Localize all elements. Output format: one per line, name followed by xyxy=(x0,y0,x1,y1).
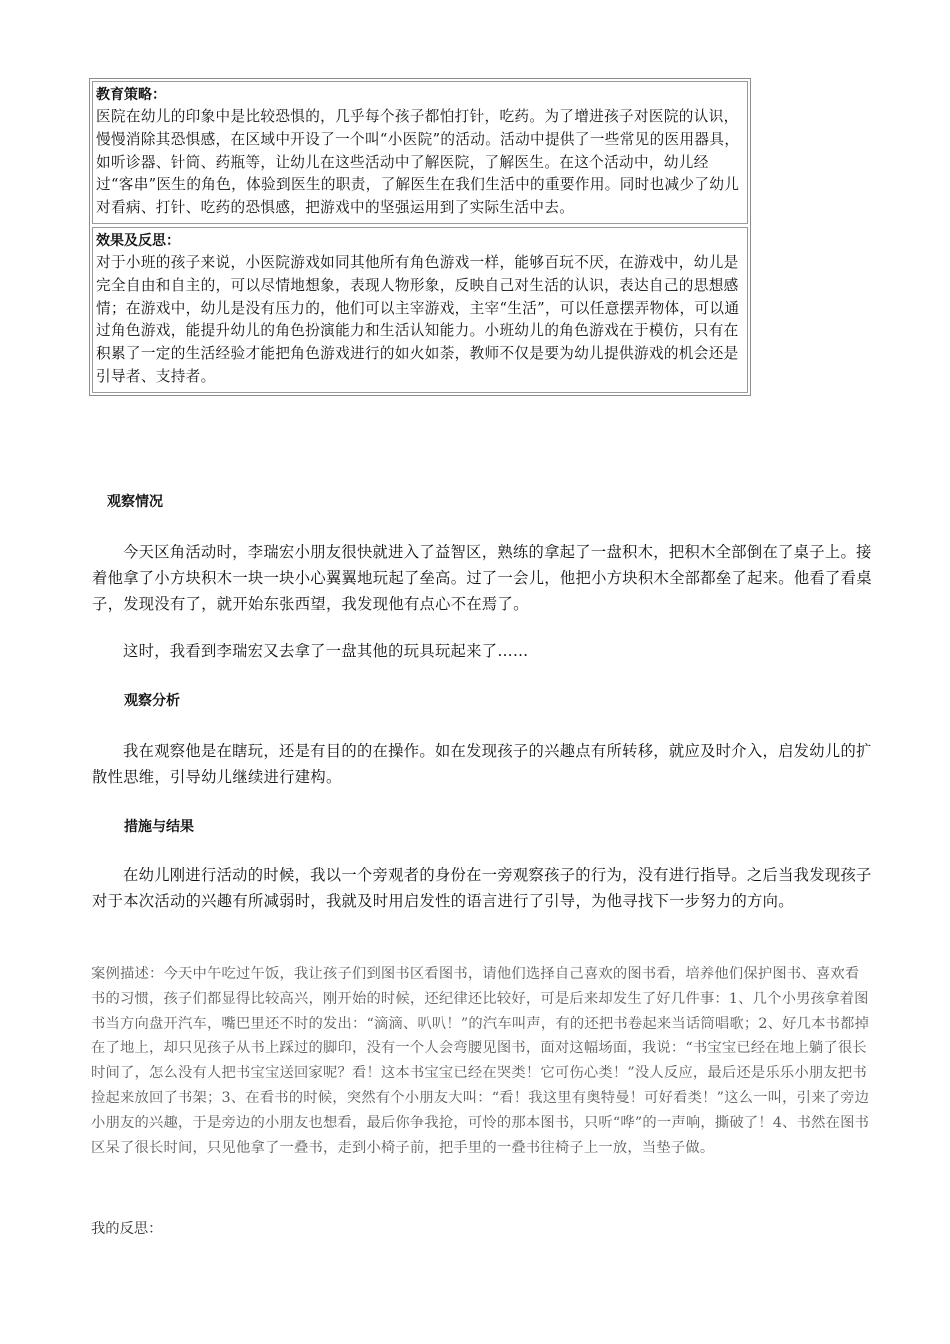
strategy-text: 医院在幼儿的印象中是比较恐惧的，几乎每个孩子都怕打针，吃药。为了增进孩子对医院的认识，慢慢消除其恐惧感，在区域中开设了一个叫“小医院”的活动。活动中提供了一些常见的医用器具，如听诊器、针筒、药瓶等，让幼儿在这些活动中了解医院，了解医生。在这个活动中，幼儿经过“客串”医生的角色，体验到医生的职责，了解医生在我们生活中的重要作用。同时也减少了幼儿对看病、打针、吃药的恐惧感，把游戏中的坚强运用到了实际生活中去。 xyxy=(96,108,740,217)
strategy-title: 教育策略： xyxy=(96,87,166,103)
my-reflection-label: 我的反思： xyxy=(91,1221,163,1237)
reflection-title: 效果及反思： xyxy=(96,232,180,249)
strategy-cell xyxy=(92,81,748,224)
analysis-paragraph: 我在观察他是在瞎玩，还是有目的的在操作。如在发现孩子的兴趣点有所转移，就应及时介入，启发幼儿的扩散性思维，引导幼儿继续进行建构。 xyxy=(92,742,872,786)
observation-paragraph-2: 这时，我看到李瑞宏又去拿了一盘其他的玩具玩起来了…… xyxy=(123,642,529,660)
measures-heading: 措施与结果 xyxy=(124,819,194,835)
observation-heading: 观察情况 xyxy=(107,494,163,510)
reflection-cell xyxy=(92,227,748,393)
strategy-reflection-table xyxy=(89,78,751,396)
case-description: 案例描述：今天中午吃过午饭，我让孩子们到图书区看图书，请他们选择自己喜欢的图书看，培养他们保护图书、喜欢看书的习惯，孩子们都显得比较高兴，刚开始的时候，还纪律还比较好，可是后来却发生了好几件事：1、几个小男孩拿着图书当方向盘开汽车，嘴巴里还不时的发出：“滴滴、叭叭！”的汽车叫声，有的还把书卷起来当话筒唱歌；2、好几本书都掉在了地上，却只见孩子从书上踩过的脚印，没有一个人会弯腰见图书，面对这幅场面，我说：“书宝宝已经在地上躺了很长时间了，怎么没有人把书宝宝送回家呢？看！这本书宝宝已经在哭类！它可伤心类！”没人反应，最后还是乐乐小朋友把书捡起来放回了书架；3、在看书的时候，突然有个小朋友大叫：“看！我这里有奥特曼！可好看类！”这么一叫，引来了旁边小朋友的兴趣，于是旁边的小朋友也想看，最后你争我抢，可怜的那本图书，只听“哗”的一声响，撕破了！4、书然在图书区呆了很长时间，只见他拿了一叠书，走到小椅子前，把手里的一叠书往椅子上一放，当垫子做。 xyxy=(91,966,870,1156)
reflection-text: 对于小班的孩子来说，小医院游戏如同其他所有角色游戏一样，能够百玩不厌，在游戏中，幼儿是完全自由和自主的，可以尽情地想象，表现人物形象，反映自己对生活的认识，表达自己的思想感情；在游戏中，幼儿是没有压力的，他们可以主宰游戏，主宰“生活”，可以任意摆弄物体，可以通过角色游戏，能提升幼儿的角色扮演能力和生活认知能力。小班幼儿的角色游戏在于模仿，只有在积累了一定的生活经验才能把角色游戏进行的如火如荼，教师不仅是要为幼儿提供游戏的机会还是引导者、支持者。 xyxy=(96,253,740,385)
observation-paragraph: 今天区角活动时，李瑞宏小朋友很快就进入了益智区，熟练的拿起了一盘积木，把积木全部倒在了桌子上。接着他拿了小方块积木一块一块小心翼翼地玩起了垒高。过了一会儿，他把小方块积木全部都垒了起来。他看了看桌子，发现没有了，就开始东张西望，我发现他有点心不在焉了。 xyxy=(92,543,872,613)
measures-paragraph: 在幼儿刚进行活动的时候，我以一个旁观者的身份在一旁观察孩子的行为，没有进行指导。之后当我发现孩子对于本次活动的兴趣有所减弱时，我就及时用启发性的语言进行了引导，为他寻找下一步努力的方向。 xyxy=(92,866,872,910)
analysis-heading: 观察分析 xyxy=(124,693,180,709)
